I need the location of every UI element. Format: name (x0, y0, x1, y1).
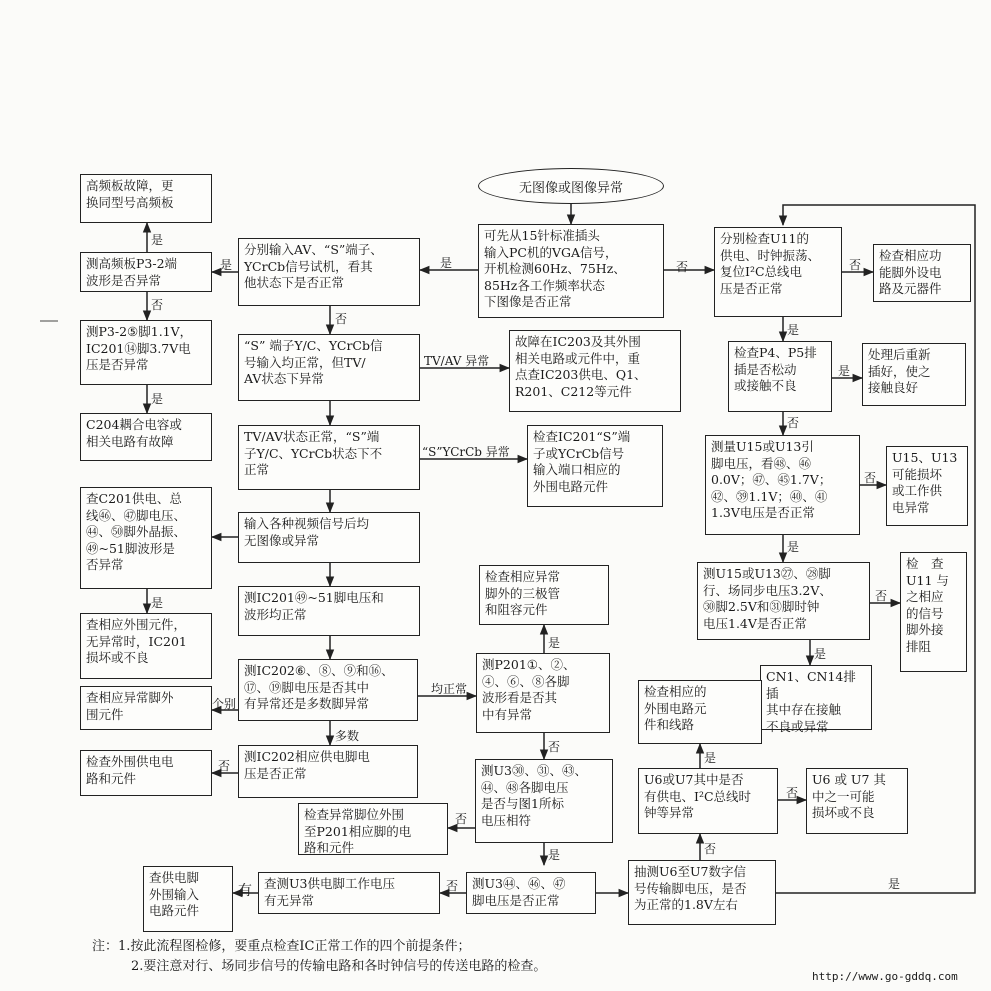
edge-have: 有 (238, 883, 252, 899)
box-reinsert: 处理后重新 插好，使之 接触良好 (862, 343, 966, 406)
edge-yes: 是 (220, 258, 233, 272)
box-ic202: 测IC202⑥、⑧、⑨和⑯、 ⑰、⑲脚电压是否其中 有异常还是多数脚异常 (238, 659, 418, 721)
box-supply-input: 查供电脚 外围输入 电路元件 (143, 866, 233, 932)
edge-no: 否 (548, 740, 561, 754)
edge-no: 否 (455, 812, 468, 826)
box-p4-p5: 检查P4、P5排 插是否松动 或接触不良 (728, 341, 832, 412)
box-c201: 查C201供电、总 线㊻、㊼脚电压、 ㊹、㊿脚外晶振、 ㊾~51脚波形是 否异常 (80, 487, 212, 589)
edge-no: 否 (151, 298, 164, 312)
box-p32-voltage: 测P3-2⑤脚1.1V， IC201⑭脚3.7V电 压是否异常 (80, 320, 212, 385)
box-u3-pins: 测U3㉚、㉛、㊸、 ㊹、㊽各脚电压 是否与图1所标 电压相符 (475, 759, 613, 843)
box-u15-bad: U15、U13 可能损坏 或工作供 电异常 (886, 446, 968, 526)
edge-yes: 是 (440, 256, 453, 270)
box-u11-resistor: 检 查 U11 与 之相应 的信号 脚外接 排阻 (900, 552, 967, 672)
edge-no: 否 (849, 258, 862, 272)
box-ext-circuit: 检查相应的 外围电路元 件和线路 (638, 680, 762, 744)
edge-few: 个别 (212, 697, 237, 711)
edge-no: 否 (864, 471, 877, 485)
box-cn1: CN1、CN14排插 其中存在接触 不良或异常 (760, 665, 872, 730)
box-u11: 分别检查U11的 供电、时钟振荡、 复位I²C总线电 压是否正常 (714, 227, 842, 317)
edge-no: 否 (704, 842, 717, 856)
box-tvav-normal: TV/AV状态正常，“S”端 子Y/C、YCrCb状态下不 正常 (238, 425, 420, 490)
edge-yes: 是 (888, 877, 901, 891)
edge-yes: 是 (151, 233, 164, 247)
edge-tvav-abnormal: TV/AV 异常 (424, 354, 490, 368)
edge-no: 否 (446, 879, 459, 893)
edge-s-ycrcb-abnormal: “S”YCrCb 异常 (422, 445, 510, 459)
box-s-terminal: “S” 端子Y/C、YCrCb信 号输入均正常，但TV/ AV状态下异常 (238, 334, 420, 401)
edge-yes: 是 (704, 751, 717, 765)
source-url: http://www.go-gddq.com (812, 970, 958, 983)
box-ic203: 故障在IC203及其外围 相关电路或元件中，重 点查IC203供电、Q1、 R201、C212等元件 (509, 330, 681, 412)
box-u3-voltage: 测U3㊹、㊻、㊼ 脚电压是否正常 (466, 872, 596, 914)
box-abn-p201: 检查异常脚位外围 至P201相应脚的电 路和元件 (298, 803, 448, 855)
edge-all-normal: 均正常 (431, 682, 468, 696)
box-u6-u7-bad: U6 或 U7 其 中之一可能 损坏或不良 (806, 768, 908, 834)
box-hf-fault: 高频板故障，更 换同型号高频板 (80, 174, 212, 223)
box-ic201-pins: 测IC201㊾~51脚电压和 波形均正常 (238, 586, 420, 636)
edge-yes: 是 (151, 596, 164, 610)
box-ext-power: 检查外围供电电 路和元件 (80, 750, 212, 796)
edge-no: 否 (335, 312, 348, 326)
box-ext-parts: 查相应外围元件， 无异常时，IC201 损坏或不良 (80, 613, 212, 679)
edge-yes: 是 (151, 392, 164, 406)
box-ic201-s: 检查IC201“S”端 子或YCrCb信号 输入端口相应的 外围电路元件 (527, 425, 663, 507)
box-av-test: 分别输入AV、“S”端子、 YCrCb信号试机，看其 他状态下是否正常 (238, 238, 420, 306)
box-ic202-power: 测IC202相应供电脚电 压是否正常 (238, 745, 418, 798)
edge-no: 否 (786, 786, 799, 800)
box-u15-voltage: 测量U15或U13引 脚电压，看㊽、㊻ 0.0V；㊼、㊺1.7V； ㊷、㊴1.1V；㊵、㊶ 1.3V电压是否正常 (705, 435, 860, 535)
edge-no: 否 (875, 589, 888, 603)
box-p32-wave: 测高频板P3-2端 波形是否异常 (80, 252, 212, 292)
edge-no: 否 (676, 260, 689, 274)
box-u6-u7: 抽测U6至U7数字信 号传输脚电压，是否 为正常的1.8V左右 (628, 860, 776, 925)
box-transistor: 检查相应异常 脚外的三极管 和阻容元件 (479, 565, 609, 625)
edge-yes: 是 (787, 323, 800, 337)
note-line-1: 注：1.按此流程图检修，要重点检查IC正常工作的四个前提条件； (92, 939, 471, 954)
box-vga-test: 可先从15针标准插头 输入PC机的VGA信号， 开机检测60Hz、75Hz、 85Hz各工作频率状态 下图像是否正常 (478, 224, 664, 318)
edge-no: 否 (787, 416, 800, 430)
edge-many: 多数 (335, 729, 360, 743)
edge-yes: 是 (838, 364, 851, 378)
box-c204: C204耦合电容或 相关电路有故障 (80, 413, 212, 461)
box-abn-pin: 查相应异常脚外 围元件 (80, 686, 212, 730)
edge-yes: 是 (814, 647, 827, 661)
edge-yes: 是 (548, 848, 561, 862)
box-u6-u7-check: U6或U7其中是否 有供电、I²C总线时 钟等异常 (638, 768, 778, 834)
edge-no: 否 (218, 759, 231, 773)
edge-yes: 是 (548, 636, 561, 650)
box-p201: 测P201①、②、 ④、⑥、⑧各脚 波形看是否其 中有异常 (476, 653, 610, 733)
box-u3-supply: 查测U3供电脚工作电压 有无异常 (258, 872, 440, 914)
edge-yes: 是 (787, 540, 800, 554)
box-func-pins: 检查相应功 能脚外设电 路及元器件 (873, 244, 971, 302)
box-all-inputs: 输入各种视频信号后均 无图像或异常 (238, 512, 420, 563)
start-terminal: 无图像或图像异常 (478, 168, 664, 204)
note-line-2: 2.要注意对行、场同步信号的传输电路和各时钟信号的传送电路的检查。 (131, 959, 547, 974)
box-u15-sync: 测U15或U13㉗、㉘脚 行、场同步电压3.2V、 ㉚脚2.5V和㉛脚时钟 电压1.4V是否正常 (697, 562, 870, 640)
